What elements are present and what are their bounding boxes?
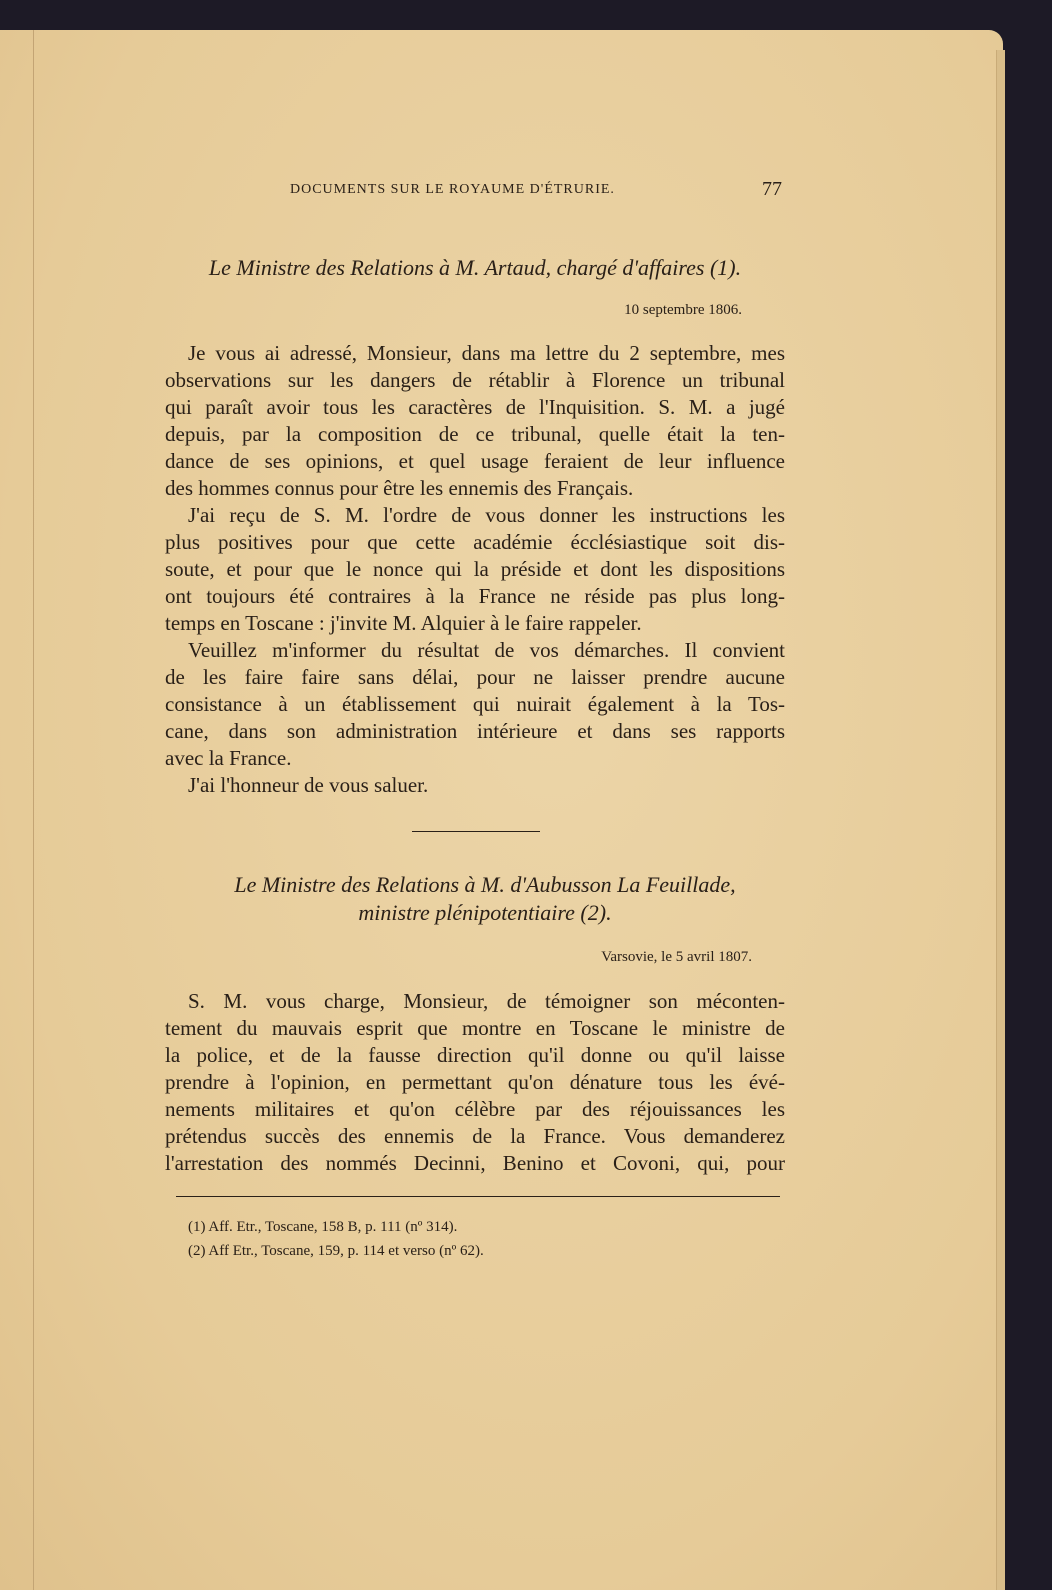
text-line: soute, et pour que le nonce qui la préside et dont les dispositions bbox=[165, 557, 785, 581]
letter1-date: 10 septembre 1806. bbox=[624, 302, 742, 318]
page-right-edge bbox=[996, 50, 1005, 1590]
text-line: Veuillez m'informer du résultat de vos démarches. Il convient bbox=[188, 638, 785, 662]
text-line: ont toujours été contraires à la France ne réside pas plus long- bbox=[165, 584, 785, 608]
text-line: l'arrestation des nommés Decinni, Benino et Covoni, qui, pour bbox=[165, 1151, 785, 1175]
letter2-date: Varsovie, le 5 avril 1807. bbox=[601, 949, 752, 965]
text-line: consistance à un établissement qui nuirait également à la Tos- bbox=[165, 692, 785, 716]
text-line: cane, dans son administration intérieure et dans ses rapports bbox=[165, 719, 785, 743]
text-line: tement du mauvais esprit que montre en Toscane le ministre de bbox=[165, 1016, 785, 1040]
footnote-1: (1) Aff. Etr., Toscane, 158 B, p. 111 (nº 314). bbox=[188, 1219, 458, 1235]
text-line: dance de ses opinions, et quel usage feraient de leur influence bbox=[165, 449, 785, 473]
text-line: nements militaires et qu'on célèbre par des réjouissances les bbox=[165, 1097, 785, 1121]
text-line: avec la France. bbox=[165, 746, 292, 770]
text-line: observations sur les dangers de rétablir à Florence un tribunal bbox=[165, 368, 785, 392]
text-line: la police, et de la fausse direction qu'il donne ou qu'il laisse bbox=[165, 1043, 785, 1067]
footnote-rule bbox=[176, 1196, 780, 1197]
text-line: J'ai l'honneur de vous saluer. bbox=[188, 773, 429, 797]
letter2-heading-line2: ministre plénipotentiaire (2). bbox=[358, 900, 612, 925]
text-line: S. M. vous charge, Monsieur, de témoigner son méconten- bbox=[188, 989, 785, 1013]
text-line: de les faire faire sans délai, pour ne laisser prendre aucune bbox=[165, 665, 785, 689]
text-line: temps en Toscane : j'invite M. Alquier à le faire rappeler. bbox=[165, 611, 642, 635]
text-line: plus positives pour que cette académie écclésiastique soit dis- bbox=[165, 530, 785, 554]
text-line: J'ai reçu de S. M. l'ordre de vous donner les instructions les bbox=[188, 503, 785, 527]
page-gutter bbox=[33, 30, 34, 1590]
text-line: des hommes connus pour être les ennemis des Français. bbox=[165, 476, 634, 500]
running-title: DOCUMENTS SUR LE ROYAUME D'ÉTRURIE. bbox=[290, 182, 615, 197]
footnote-2: (2) Aff Etr., Toscane, 159, p. 114 et verso (nº 62). bbox=[188, 1243, 484, 1259]
text-line: depuis, par la composition de ce tribunal, quelle était la ten- bbox=[165, 422, 785, 446]
letter2-heading-line1: Le Ministre des Relations à M. d'Aubusson La Feuillade, bbox=[234, 872, 736, 897]
section-divider bbox=[412, 831, 540, 832]
text-line: prendre à l'opinion, en permettant qu'on dénature tous les évé- bbox=[165, 1070, 785, 1094]
text-line: qui paraît avoir tous les caractères de l'Inquisition. S. M. a jugé bbox=[165, 395, 785, 419]
text-line: Je vous ai adressé, Monsieur, dans ma lettre du 2 septembre, mes bbox=[188, 341, 785, 365]
letter1-heading: Le Ministre des Relations à M. Artaud, chargé d'affaires (1). bbox=[208, 255, 742, 280]
text-line: prétendus succès des ennemis de la France. Vous demanderez bbox=[165, 1124, 785, 1148]
page-number: 77 bbox=[762, 178, 782, 200]
